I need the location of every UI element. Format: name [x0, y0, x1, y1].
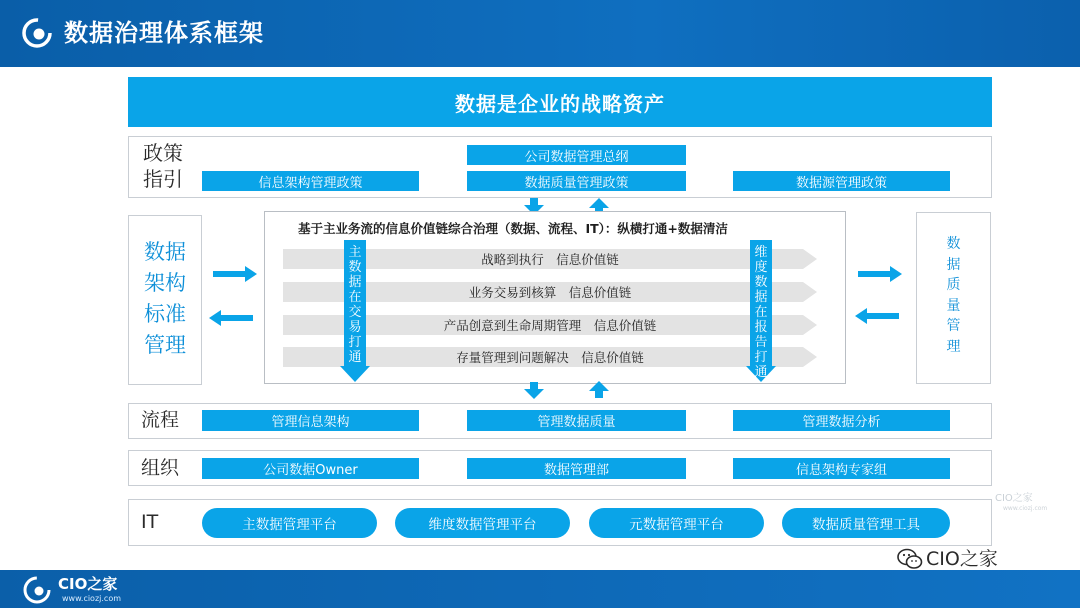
footer-url: www.ciozj.com [62, 594, 122, 603]
policy-item: 数据源管理政策 [733, 171, 950, 191]
arrow-up-icon [589, 381, 609, 399]
dimension-data-arrow-label [750, 245, 772, 380]
arrow-right-icon [858, 266, 902, 282]
watermark-url: www.ciozj.com [1003, 505, 1048, 512]
footer-bar [0, 570, 1080, 608]
chain-label: 存量管理到问题解决 信息价值链 [456, 350, 644, 365]
process-item: 管理数据质量 [467, 410, 686, 431]
arrow-left-icon [855, 308, 899, 324]
arrow-left-icon [209, 310, 253, 326]
quality-title: 数 据 质 量 管 理 [946, 236, 961, 355]
it-title: IT [141, 511, 159, 533]
chain-label: 产品创意到生命周期管理 信息价值链 [443, 318, 657, 333]
page-title: 数据治理体系框架 [64, 19, 264, 47]
it-platform: 元数据管理平台 [589, 508, 764, 538]
org-item: 信息架构专家组 [733, 458, 950, 479]
master-data-arrow-label [344, 245, 366, 365]
org-item: 数据管理部 [467, 458, 686, 479]
chain-label: 战略到执行 信息价值链 [481, 252, 619, 267]
vertical-arrow-text: 主 数 据 在 交 易 打 通 [348, 245, 362, 365]
process-title: 流程 [141, 409, 180, 431]
vertical-arrow-text: 维 度 数 据 在 报 告 打 通 [754, 245, 768, 380]
value-chain-title: 基于主业务流的信息价值链综合治理（数据、流程、IT）：纵横打通+数据清洁 [298, 221, 728, 236]
arrow-down-icon [524, 382, 544, 400]
process-item: 管理信息架构 [202, 410, 419, 431]
it-platform: 数据质量管理工具 [782, 508, 950, 538]
policy-item: 信息架构管理政策 [202, 171, 419, 191]
it-platform: 主数据管理平台 [202, 508, 377, 538]
chain-label: 业务交易到核算 信息价值链 [468, 285, 632, 300]
strategic-asset-banner: 数据是企业的战略资产 [128, 77, 992, 127]
watermark-logo: CIO之家 [995, 493, 1033, 504]
process-item: 管理数据分析 [733, 410, 950, 431]
org-title: 组织 [141, 457, 180, 479]
policy-item: 数据质量管理政策 [467, 171, 686, 191]
company-data-outline: 公司数据管理总纲 [467, 145, 686, 165]
architecture-title: 数据 架构 标准 管理 [144, 240, 186, 357]
wechat-icon [897, 548, 923, 570]
policy-title: 政策 指引 [143, 141, 183, 191]
cio-logo-icon [22, 18, 52, 48]
org-item: 公司数据Owner [202, 458, 419, 479]
footer-brand: CIO之家 [58, 575, 118, 593]
wechat-account-label: CIO之家 [926, 548, 998, 570]
arrow-right-icon [213, 266, 257, 282]
cio-logo-icon [22, 575, 52, 605]
it-platform: 维度数据管理平台 [395, 508, 570, 538]
